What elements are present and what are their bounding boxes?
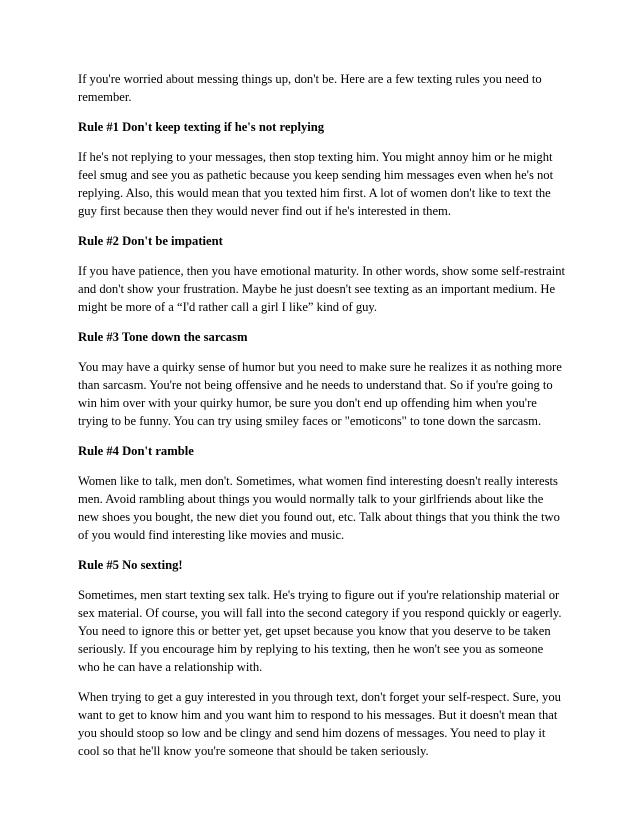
closing-paragraph: When trying to get a guy interested in you through text, don't forget your self-respect. Sure, you want to get to know him and you want him to respond to his messages. But it doesn't mean that you should stoop so low and be clingy and send him dozens of messages. You need to play it cool so that he'll know you're someone that should be taken seriously.	[78, 690, 561, 758]
rule-2-heading: Rule #2 Don't be impatient	[78, 234, 223, 248]
rule-1-heading: Rule #1 Don't keep texting if he's not replying	[78, 120, 325, 134]
rule-3-body: You may have a quirky sense of humor but you need to make sure he realizes it as nothing more than sarcasm. You're not being offensive and he needs to understand that. So if you're going to win him over with your quirky humor, be sure you don't end up offending him when you're trying to be funny. You can try using smiley faces or "emoticons" to tone down the sarcasm.	[78, 360, 562, 428]
rule-2-body: If you have patience, then you have emotional maturity. In other words, show some self-restraint and don't show your frustration. Maybe he just doesn't see texting as an important medium. He might be more of a “I'd rather call a girl I like” kind of guy.	[78, 264, 566, 314]
rule-1-body: If he's not replying to your messages, then stop texting him. You might annoy him or he might feel smug and see you as pathetic because you keep sending him messages even when he's not replying. Also, this would mean that you texted him first. A lot of women don't like to text the guy first because then they would never find out if he's interested in them.	[78, 150, 554, 218]
rule-4-heading: Rule #4 Don't ramble	[78, 444, 194, 458]
rule-4-body: Women like to talk, men don't. Sometimes, what women find interesting doesn't really interests men. Avoid rambling about things you would normally talk to your girlfriends about like the new shoes you bought, the new diet you found out, etc. Talk about things that you think the two of you would find interesting like movies and music.	[78, 474, 560, 542]
rule-3-heading: Rule #3 Tone down the sarcasm	[78, 330, 248, 344]
rule-5-body: Sometimes, men start texting sex talk. He's trying to figure out if you're relationship material or sex material. Of course, you will fall into the second category if you respond quickly or eagerly. You need to ignore this or better yet, get upset because you know that you deserve to be taken seriously. If you encourage him by replying to his texting, then he won't see you as someone who he can have a relationship with.	[78, 588, 562, 674]
document-page	[78, 70, 566, 772]
intro-paragraph: If you're worried about messing things up, don't be. Here are a few texting rules you need to remember.	[78, 72, 542, 104]
rule-5-heading: Rule #5 No sexting!	[78, 558, 183, 572]
